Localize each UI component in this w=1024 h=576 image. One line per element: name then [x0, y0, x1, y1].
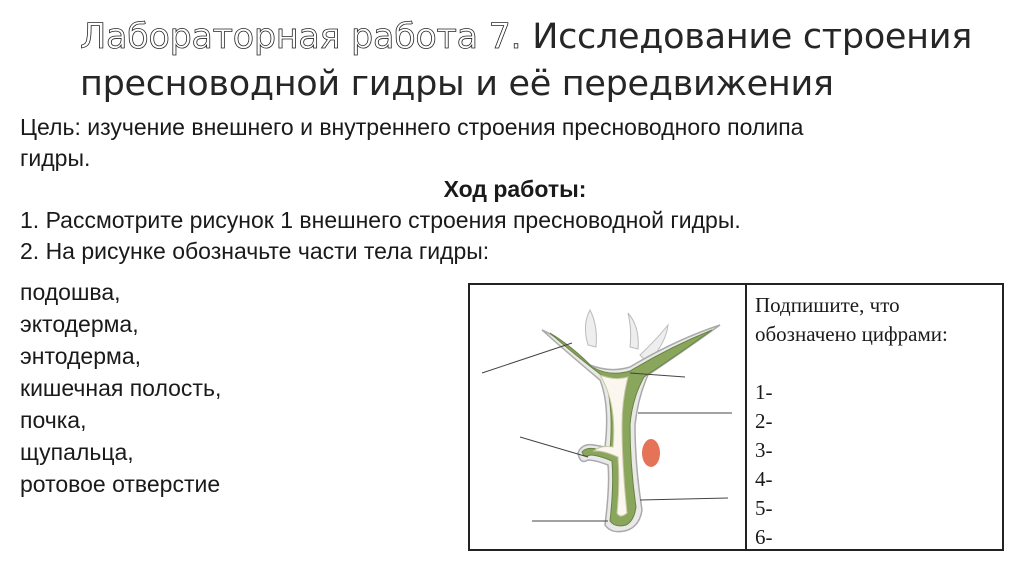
prompt-line1: Подпишите, что [755, 293, 900, 317]
label-line [482, 343, 572, 373]
title-line1-rest: Исследование строения [521, 17, 972, 57]
list-item: эктодерма, [20, 311, 139, 337]
lab-instructions [20, 112, 1010, 267]
procedure-step-1: 1. Рассмотрите рисунок 1 внешнего строения пресноводной гидры. [20, 207, 741, 233]
tentacle-faded [585, 310, 596, 347]
figure-table [468, 283, 1004, 551]
hydra-illustration [470, 285, 743, 549]
tentacle-faded [628, 313, 638, 349]
procedure-step-2: 2. На рисунке обозначьте части тела гидры: [20, 238, 490, 264]
number-label: 1- [755, 380, 773, 404]
list-item: кишечная полость, [20, 375, 222, 401]
procedure-heading: Ход работы: [443, 176, 587, 202]
title-line2: пресноводной гидры и её передвижения [80, 64, 834, 104]
hydra-bud [642, 439, 660, 467]
prompt-line2: обозначено цифрами: [755, 322, 948, 346]
number-label: 4- [755, 467, 773, 491]
label-line [520, 437, 588, 457]
label-line [640, 498, 728, 500]
list-item: ротовое отверстие [20, 471, 221, 497]
goal-line2: гидры. [20, 145, 91, 171]
number-label: 3- [755, 438, 773, 462]
number-label: 6- [755, 525, 773, 549]
number-label: 5- [755, 496, 773, 520]
list-item: почка, [20, 407, 87, 433]
list-item: щупальца, [20, 439, 134, 465]
number-label: 2- [755, 409, 773, 433]
goal-line1: Цель: изучение внешнего и внутреннего строения пресноводного полипа [20, 114, 804, 140]
title-highlight: Лабораторная работа 7. [80, 17, 522, 57]
body-parts-list [20, 276, 221, 500]
list-item: подошва, [20, 279, 121, 305]
numbers-cell [747, 285, 1002, 549]
list-item: энтодерма, [20, 343, 141, 369]
page-title [80, 14, 1000, 108]
hydra-figure-cell [470, 285, 747, 549]
